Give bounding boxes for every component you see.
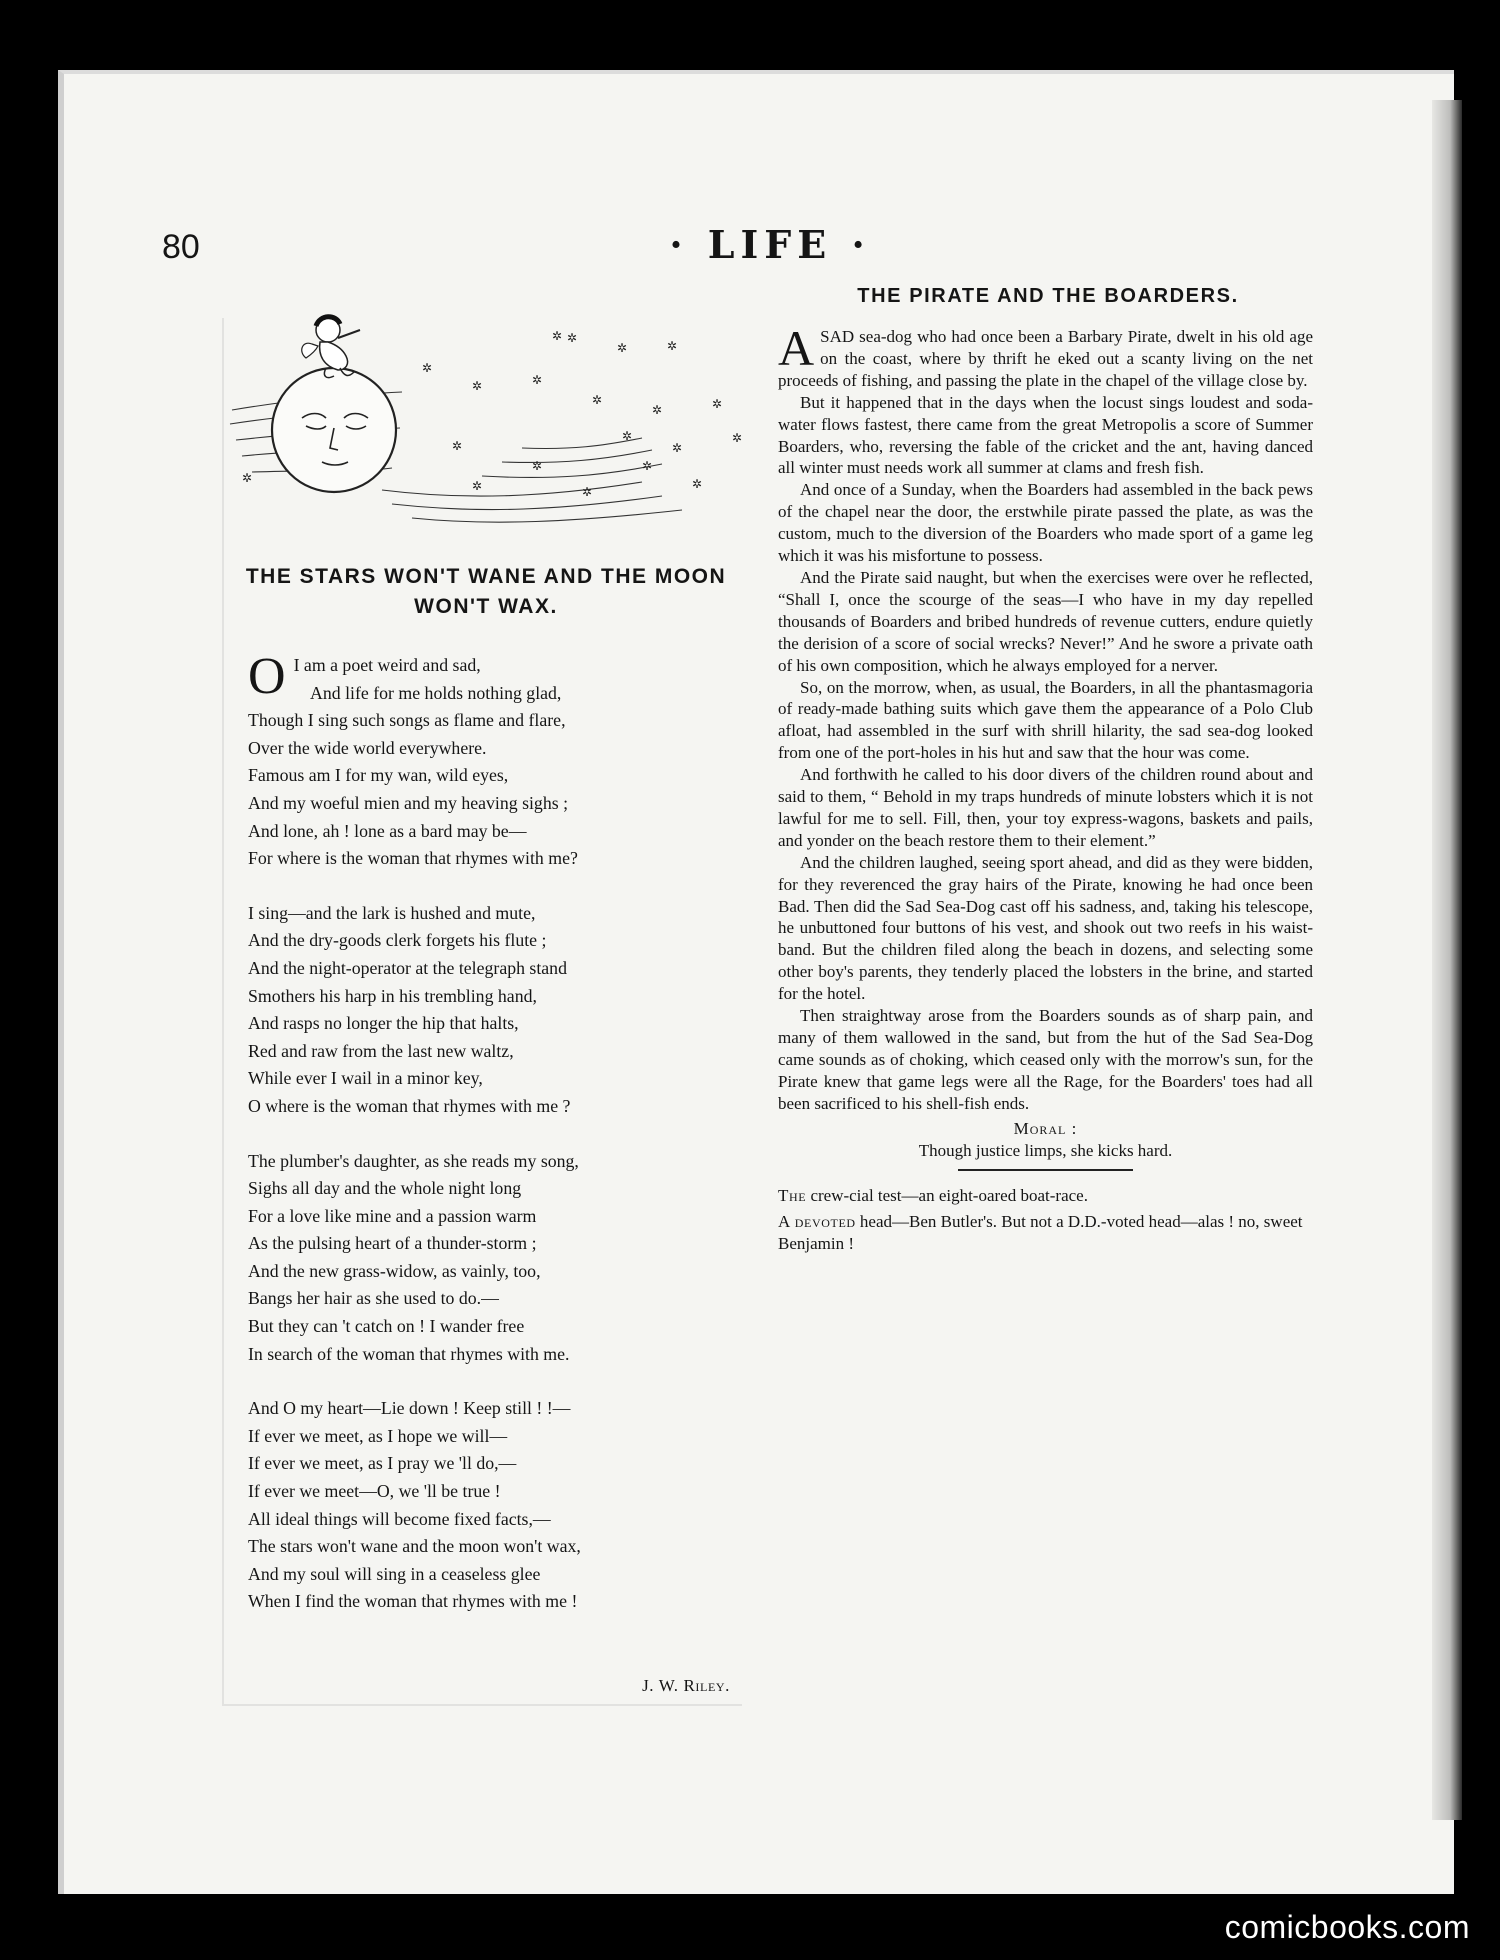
poem-line: O where is the woman that rhymes with me ? [248,1095,571,1116]
poem-line: And the new grass-widow, as vainly, too, [248,1260,541,1281]
poem-line: In search of the woman that rhymes with me. [248,1343,570,1364]
moon-and-stars-illustration [222,300,762,540]
story-drop-cap: A [778,320,815,376]
svg-text:✲: ✲ [472,479,483,493]
note-text: head—Ben Butler's. But not a D.D.-voted head—alas ! no, sweet Benjamin ! [778,1212,1303,1254]
svg-text:✲: ✲ [532,373,543,387]
svg-text:✲: ✲ [567,331,578,345]
poem-line: Over the wide world everywhere. [248,737,487,758]
svg-text:✲: ✲ [652,403,663,417]
poem-body [248,648,748,1643]
poem-line: All ideal things will become fixed facts,— [248,1508,551,1529]
note-item [778,1185,1313,1207]
svg-text:✲: ✲ [532,459,543,473]
note-lead: A devoted [778,1212,856,1232]
svg-text:✲: ✲ [552,329,563,343]
story-paragraph: And the children laughed, seeing sport ahead, and did as they were bidden, for they reverenced the gray hairs of the Pirate, knowing he had once been Bad. Then did the Sad Sea-Dog cast off his sadness, and, taking his telescope, he unbuttoned four buttons of his vest, and shook out two reefs in his waist-band. But the children filed along the beach in dozens, and selecting some other boy's parents, they tenderly placed the lobsters in the brine, and started for the hotel. [778,852,1313,1004]
poem-drop-cap: O [248,648,286,705]
story-paragraph: So, on the morrow, when, as usual, the Boarders, in all the phantasmagoria of ready-made bathing suits which gave them the appearance of a Polo Club afloat, had assembled in the surf with shrill hilarity, the sad sea-dog looked from one of the port-holes in his hut and saw that the hour was come. [778,677,1313,763]
moral-label: Moral : [1013,1118,1078,1138]
poem-line: Red and raw from the last new waltz, [248,1040,514,1061]
story-paragraph: And the Pirate said naught, but when the exercises were over he reflected, “Shall I, once the scourge of the seas—I who have in my day repelled thousands of Boarders and bribed hundreds of revenue cutters, endure quietly the derision of a score of social wrecks? Never!” And he swore a private oath of his own composition, which he always employed for a nerver. [778,567,1313,675]
poem-line: While ever I wail in a minor key, [248,1068,483,1089]
poem-line: For a love like mine and a passion warm [248,1205,537,1226]
watermark-text: comicbooks.com [1224,1909,1470,1945]
poem-line: Though I sing such songs as flame and flare, [248,710,566,731]
poem-line: I am a poet weird and sad, [293,655,481,675]
poem-line: But they can 't catch on ! I wander free [248,1316,525,1337]
poem-line: And the night-operator at the telegraph stand [248,957,567,978]
note-text: crew-cial test—an eight-oared boat-race. [810,1186,1088,1206]
note-item [778,1211,1313,1255]
poem-line: The plumber's daughter, as she reads my song, [248,1150,579,1171]
poem-line: If ever we meet, as I hope we will— [248,1425,508,1446]
svg-text:✲: ✲ [242,471,253,485]
poem-line: If ever we meet—O, we 'll be true ! [248,1481,501,1502]
poem-line: If ever we meet, as I pray we 'll do,— [248,1453,517,1474]
story-body [778,320,1313,1259]
poem-line: And the dry-goods clerk forgets his flute ; [248,930,547,951]
note-lead: The [778,1186,807,1206]
svg-text:✲: ✲ [582,485,593,499]
svg-text:✲: ✲ [422,361,433,375]
story-paragraph-text: SAD sea-dog who had once been a Barbary Pirate, dwelt in his old age on the coast, where by thrift he eked out a scanty living on the net proceeds of fishing, and passing the plate in the chapel of the village close by. [778,327,1313,390]
moral-text: Though justice limps, she kicks hard. [918,1140,1173,1160]
masthead-title: · LIFE · [669,222,871,267]
poem-title: THE STARS WON'T WANE AND THE MOON WON'T WAX. [245,565,727,618]
poem-signature: J. W. Riley. [642,1676,730,1695]
poem-line: And lone, ah ! lone as a bard may be— [248,820,527,841]
poem-line: Bangs her hair as she used to do.— [248,1288,499,1309]
svg-text:✲: ✲ [592,393,603,407]
svg-text:✲: ✲ [472,379,483,393]
svg-text:✲: ✲ [692,477,703,491]
svg-text:✲: ✲ [732,431,743,445]
story-paragraph [778,320,1313,392]
svg-text:✲: ✲ [672,441,683,455]
poem-line: Famous am I for my wan, wild eyes, [248,765,509,786]
stanza-1 [248,648,748,873]
svg-text:✲: ✲ [712,397,723,411]
svg-text:✲: ✲ [622,429,633,443]
story-paragraph: But it happened that in the days when the locust sings loudest and soda-water flows fastest, there came from the great Metropolis a score of Summer Boarders, who, reversing the fable of the cricket and the ant, having danced all winter must needs work all summer at clams and fresh fish. [778,392,1313,478]
svg-text:✲: ✲ [667,339,678,353]
short-notes [778,1185,1313,1255]
poem-line: For where is the woman that rhymes with me? [248,848,578,869]
svg-text:✲: ✲ [452,439,463,453]
story-title: THE PIRATE AND THE BOARDERS. [857,285,1239,307]
poem-line: And rasps no longer the hip that halts, [248,1013,519,1034]
poem-line: When I find the woman that rhymes with me ! [248,1591,578,1612]
story-paragraph: And forthwith he called to his door divers of the children round about and said to them, “ Behold in my traps hundreds of minute lobsters which it is not lawful for me to sell. Fill, then, your toy express-wagons, baskets and pails, and yonder on the beach restore them to their element.” [778,765,1313,850]
stanza-3 [248,1148,748,1369]
story-paragraph: Then straightway arose from the Boarders sounds as of sharp pain, and many of them wallowed in the sand, but from the hut of the Sad Sea-Dog came sounds as of choking, which ceased only with the morrow's sun, for the Pirate knew that game legs were all the Rage, for the Boarders' toes had all been sacrificed to his shell-fish ends. [778,1006,1313,1113]
stanza-2 [248,900,748,1121]
svg-text:✲: ✲ [617,341,628,355]
poem-line: I sing—and the lark is hushed and mute, [248,902,536,923]
page-number: 80 [162,228,200,266]
page-edge [1432,100,1462,1820]
svg-text:✲: ✲ [642,459,653,473]
poem-line: As the pulsing heart of a thunder-storm ; [248,1233,537,1254]
poem-line: The stars won't wane and the moon won't wax, [248,1536,581,1557]
poem-line: And my woeful mien and my heaving sighs ; [248,792,569,813]
poem-line: Smothers his harp in his trembling hand, [248,985,537,1006]
poem-line: And life for me holds nothing glad, [310,682,562,703]
poem-line: And my soul will sing in a ceaseless glee [248,1563,541,1584]
stanza-4 [248,1395,748,1616]
story-paragraph: And once of a Sunday, when the Boarders had assembled in the back pews of the chapel near the door, the erstwhile pirate passed the plate, as was the custom, much to the diversion of the Boarders who made sport of a game leg which it was his misfortune to possess. [778,480,1313,566]
poem-line: Sighs all day and the whole night long [248,1178,522,1199]
poem-line: And O my heart—Lie down ! Keep still ! !— [248,1398,571,1419]
divider-rule [958,1169,1133,1171]
